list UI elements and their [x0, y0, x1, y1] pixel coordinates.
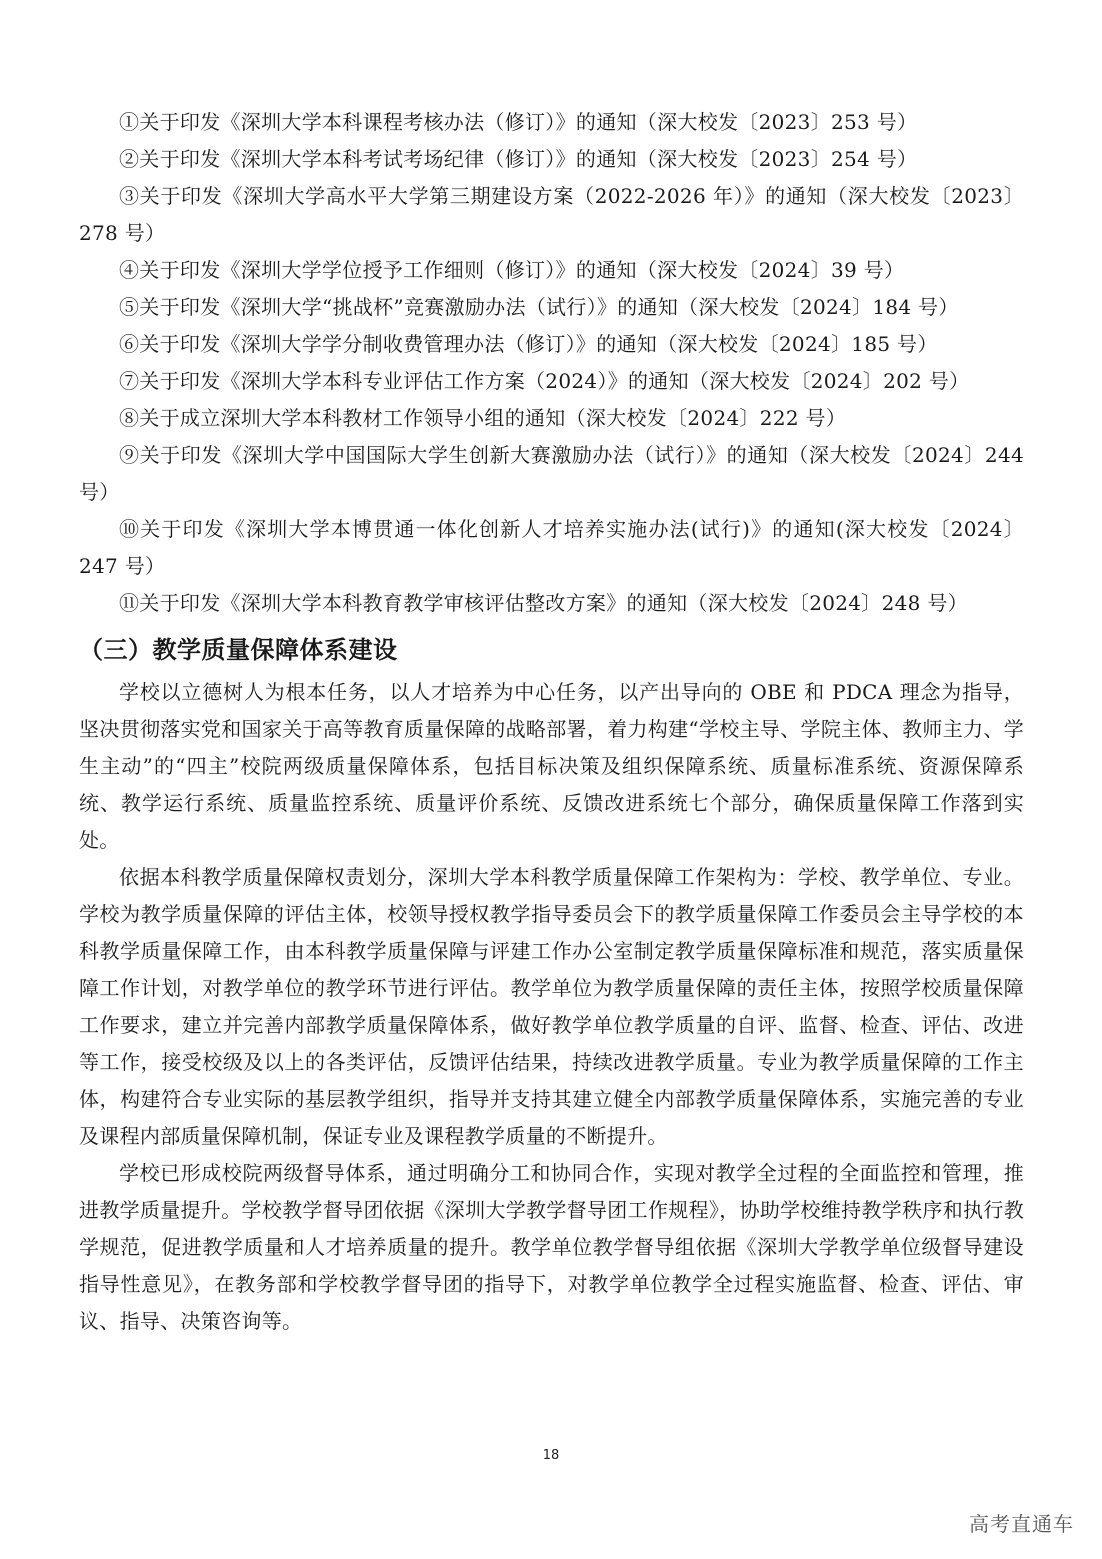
page-content — [79, 104, 1024, 1340]
page-number: 18 — [542, 1448, 560, 1463]
body-paragraph: 依据本科教学质量保障权责划分，深圳大学本科教学质量保障工作架构为：学校、教学单位、专业。学校为教学质量保障的评估主体，校领导授权教学指导委员会下的教学质量保障工作委员会主导学校的本科教学质量保障工作，由本科教学质量保障与评建工作办公室制定教学质量保障标准和规范，落实质量保障工作计划，对教学单位的教学环节进行评估。教学单位为教学质量保障的责任主体，按照学校质量保障工作要求，建立并完善内部教学质量保障体系，做好教学单位教学质量的自评、监督、检查、评估、改进等工作，接受校级及以上的各类评估，反馈评估结果，持续改进教学质量。专业为教学质量保障的工作主体，构建符合专业实际的基层教学组织，指导并支持其建立健全内部教学质量保障体系，实施完善的专业及课程内部质量保障机制，保证专业及课程教学质量的不断提升。 — [79, 865, 1024, 1148]
notice-item: ⑩关于印发《深圳大学本博贯通一体化创新人才培养实施办法(试行)》的通知(深大校发〔2024〕247 号） — [79, 517, 1024, 578]
notice-list — [79, 104, 1024, 622]
notice-item: ④关于印发《深圳大学学位授予工作细则（修订）》的通知（深大校发〔2024〕39 号） — [119, 258, 905, 282]
notice-item: ②关于印发《深圳大学本科考试考场纪律（修订）》的通知（深大校发〔2023〕254 号） — [119, 147, 918, 171]
notice-item: ⑤关于印发《深圳大学“挑战杯”竞赛激励办法（试行）》的通知（深大校发〔2024〕184 号） — [119, 295, 959, 319]
notice-item: ⑪关于印发《深圳大学本科教育教学审核评估整改方案》的通知（深大校发〔2024〕248 号） — [119, 591, 968, 615]
notice-item: ①关于印发《深圳大学本科课程考核办法（修订）》的通知（深大校发〔2023〕253 号） — [119, 110, 918, 134]
notice-item: ⑥关于印发《深圳大学学分制收费管理办法（修订）》的通知（深大校发〔2024〕185 号） — [119, 332, 938, 356]
notice-item: ⑨关于印发《深圳大学中国国际大学生创新大赛激励办法（试行）》的通知（深大校发〔2024〕244 号） — [79, 443, 1024, 504]
notice-item: ⑦关于印发《深圳大学本科专业评估工作方案（2024）》的通知（深大校发〔2024〕202 号） — [119, 369, 970, 393]
notice-item: ③关于印发《深圳大学高水平大学第三期建设方案（2022-2026 年）》的通知（深大校发〔2023〕278 号） — [79, 184, 1024, 245]
notice-item: ⑧关于成立深圳大学本科教材工作领导小组的通知（深大校发〔2024〕222 号） — [119, 406, 847, 430]
section-body — [79, 674, 1024, 1340]
section-heading: （三）教学质量保障体系建设 — [79, 636, 398, 664]
watermark-logo: 高考直通车 — [969, 1512, 1074, 1536]
body-paragraph: 学校以立德树人为根本任务，以人才培养为中心任务，以产出导向的 OBE 和 PDCA 理念为指导，坚决贯彻落实党和国家关于高等教育质量保障的战略部署，着力构建“学校主导、学院主体、教师主力、学生主动”的“四主”校院两级质量保障体系，包括目标决策及组织保障系统、质量标准系统、资源保障系统、教学运行系统、质量监控系统、质量评价系统、反馈改进系统七个部分，确保质量保障工作落到实处。 — [79, 680, 1024, 852]
body-paragraph: 学校已形成校院两级督导体系，通过明确分工和协同合作，实现对教学全过程的全面监控和管理，推进教学质量提升。学校教学督导团依据《深圳大学教学督导团工作规程》，协助学校维持教学秩序和执行教学规范，促进教学质量和人才培养质量的提升。教学单位教学督导组依据《深圳大学教学单位级督导建设指导性意见》，在教务部和学校教学督导团的指导下，对教学单位教学全过程实施监督、检查、评估、审议、指导、决策咨询等。 — [79, 1161, 1024, 1333]
